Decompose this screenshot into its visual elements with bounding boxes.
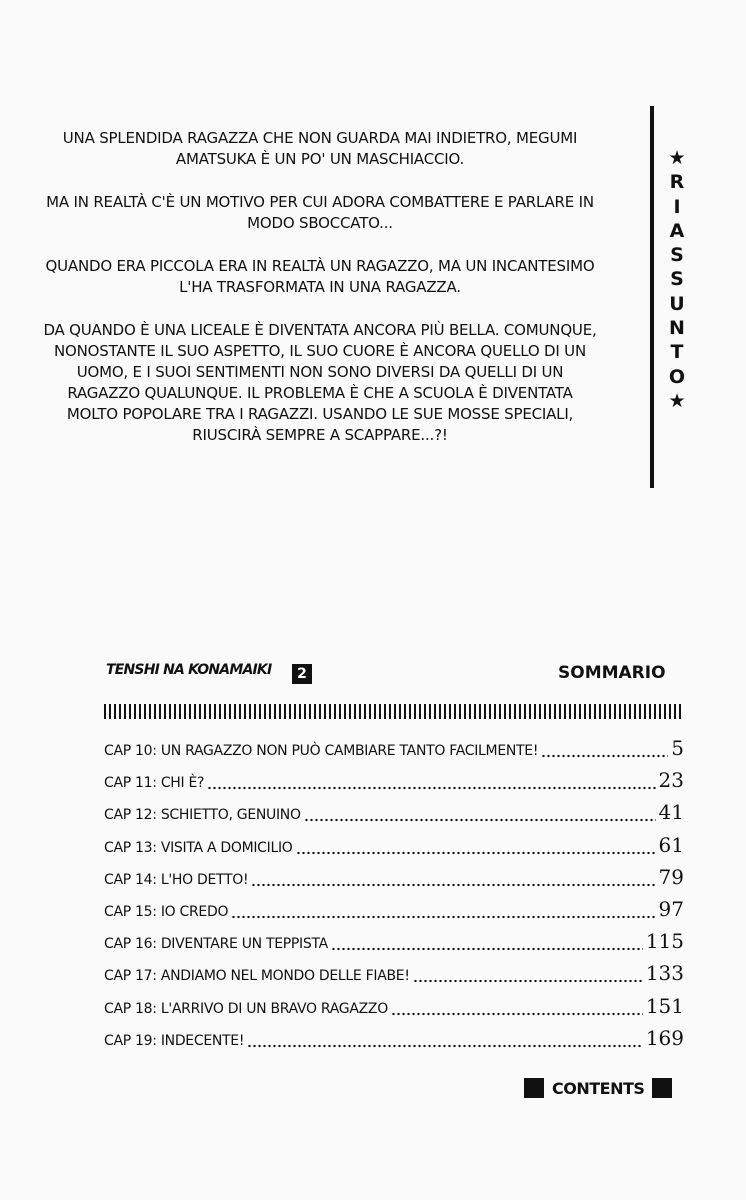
chapter-page: 79 [658, 864, 684, 889]
summary-paragraph: MA IN REALTÀ C'È UN MOTIVO PER CUI ADORA COMBATTERE E PARLARE IN MODO SBOCCATO... [46, 193, 594, 232]
table-of-contents [104, 736, 684, 1058]
star-icon: ★ [668, 147, 686, 169]
toc-entry [104, 800, 684, 832]
leader-dots [541, 754, 668, 758]
toc-entry [104, 994, 684, 1026]
volume-badge: 2 [292, 664, 312, 684]
chapter-page: 5 [671, 736, 684, 760]
chapter-title: CAP 17: ANDIAMO NEL MONDO DELLE FIABE! [104, 968, 410, 985]
chapter-title: CAP 11: CHI È? [104, 775, 205, 792]
leader-dots [251, 883, 655, 887]
chapter-title: CAP 14: L'HO DETTO! [104, 871, 249, 888]
side-letter: A [669, 219, 685, 242]
square-icon [524, 1078, 544, 1098]
toc-entry [104, 1026, 684, 1058]
square-icon [652, 1078, 672, 1098]
chapter-title: CAP 19: INDECENTE! [104, 1032, 245, 1049]
summary-text [40, 128, 600, 468]
chapter-title: CAP 10: UN RAGAZZO NON PUÒ CAMBIARE TANTO FACILMENTE! [104, 743, 539, 759]
toc-entry [104, 768, 684, 800]
side-letter: O [668, 365, 686, 388]
side-letter: S [670, 244, 684, 267]
leader-dots [413, 979, 643, 983]
toc-entry [104, 736, 684, 768]
summary-side-label [662, 146, 692, 413]
toc-entry [104, 929, 684, 961]
leader-dots [391, 1012, 643, 1016]
side-divider [650, 106, 654, 488]
contents-label: CONTENTS [552, 1078, 645, 1098]
leader-dots [296, 851, 656, 855]
side-letter: S [670, 268, 684, 291]
summary-paragraph: UNA SPLENDIDA RAGAZZA CHE NON GUARDA MAI INDIETRO, MEGUMI AMATSUKA È UN PO' UN MASCHIACCIO. [62, 129, 578, 168]
side-letter: I [673, 195, 681, 218]
leader-dots [331, 947, 643, 951]
chapter-page: 115 [645, 929, 684, 954]
side-letter: R [669, 171, 685, 194]
chapter-page: 97 [658, 896, 684, 921]
toc-entry [104, 897, 684, 929]
chapter-title: CAP 13: VISITA A DOMICILIO [104, 839, 293, 856]
chapter-page: 151 [645, 993, 684, 1018]
chapter-title: CAP 16: DIVENTARE UN TEPPISTA [104, 936, 328, 953]
toc-entry [104, 833, 684, 865]
leader-dots [247, 1044, 643, 1048]
chapter-title: CAP 12: SCHIETTO, GENUINO [104, 807, 301, 824]
star-icon: ★ [668, 389, 686, 412]
leader-dots [207, 786, 655, 790]
chapter-page: 169 [645, 1025, 684, 1050]
contents-footer [524, 1076, 672, 1100]
summary-paragraph: QUANDO ERA PICCOLA ERA IN REALTÀ UN RAGAZZO, MA UN INCANTESIMO L'HA TRASFORMATA IN UNA RAGAZZA. [45, 257, 595, 296]
leader-dots [231, 915, 655, 919]
toc-entry [104, 865, 684, 897]
toc-heading: SOMMARIO [558, 663, 666, 683]
chapter-title: CAP 15: IO CREDO [104, 903, 229, 920]
toc-entry [104, 961, 684, 993]
side-letter: U [669, 292, 685, 315]
chapter-title: CAP 18: L'ARRIVO DI UN BRAVO RAGAZZO [104, 1000, 388, 1017]
chapter-page: 41 [658, 800, 684, 825]
side-letter: N [669, 317, 685, 340]
series-title: TENSHI NA KONAMAIKI [106, 662, 272, 678]
leader-dots [304, 818, 656, 822]
chapter-page: 133 [645, 961, 684, 986]
summary-paragraph: DA QUANDO È UNA LICEALE È DIVENTATA ANCORA PIÙ BELLA. COMUNQUE, NONOSTANTE IL SUO ASPETTO, IL SUO CUORE È ANCORA QUELLO DI UN UOMO, E I SUOI SENTIMENTI NON SONO DIVERSI DA QUELLI DI UN RAGAZZO QUALUNQUE. IL PROBLEMA È CHE A SCUOLA È DIVENTATA MOLTO POPOLARE TRA I RAGAZZI. USANDO LE SUE MOSSE SPECIALI, RIUSCIRÀ SEMPRE A SCAPPARE...?! [43, 321, 597, 444]
side-letter: T [670, 341, 684, 364]
chapter-page: 23 [658, 768, 684, 793]
chapter-page: 61 [658, 832, 684, 857]
decorative-ruler [104, 704, 682, 719]
